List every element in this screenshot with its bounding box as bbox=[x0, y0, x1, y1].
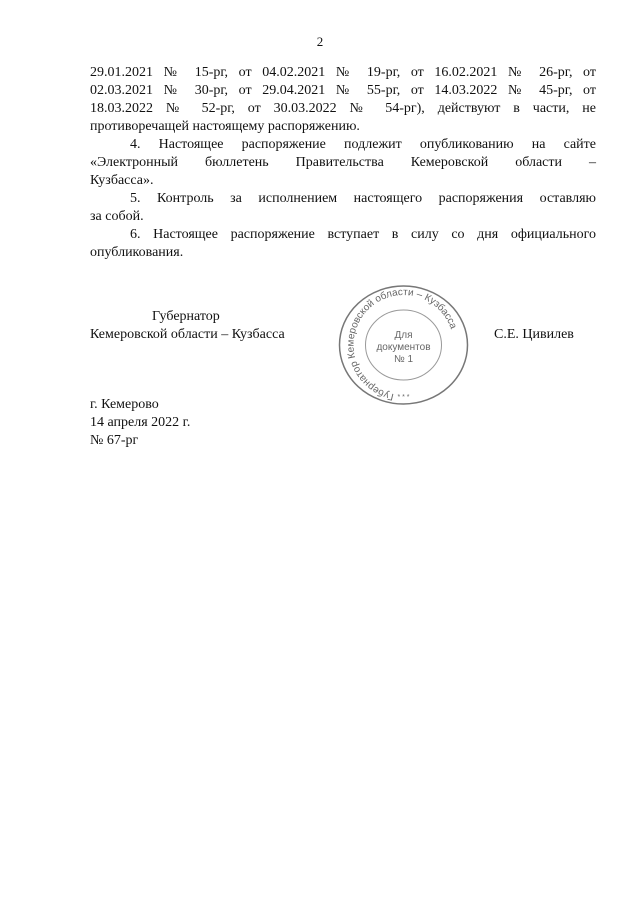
document-number: № 67-рг bbox=[90, 433, 139, 448]
signatory-position-line2: Кемеровской области – Кузбасса bbox=[90, 327, 285, 342]
page-number: 2 bbox=[316, 34, 324, 49]
clause-6-line: опубликования. bbox=[90, 245, 184, 260]
body-line: 18.03.2022 № 52-рг, от 30.03.2022 № 54-рг), действуют в части, не bbox=[90, 101, 596, 116]
signatory-position-line1: Губернатор bbox=[152, 309, 220, 324]
clause-5-line: за собой. bbox=[90, 209, 144, 224]
seal-center-line3: № 1 bbox=[393, 354, 414, 365]
clause-5-line: 5. Контроль за исполнением настоящего распоряжения оставляю bbox=[130, 191, 596, 206]
body-line: 02.03.2021 № 30-рг, от 29.04.2021 № 55-рг, от 14.03.2022 № 45-рг, от bbox=[90, 83, 596, 98]
document-city: г. Кемерово bbox=[90, 397, 159, 412]
signatory-name: С.Е. Цивилев bbox=[494, 327, 574, 342]
seal-ring-text: Губернатор Кемеровской области – Кузбасса bbox=[345, 286, 459, 402]
clause-4-line: Кузбасса». bbox=[90, 173, 154, 188]
document-body bbox=[90, 64, 596, 262]
document-date: 14 апреля 2022 г. bbox=[90, 415, 191, 430]
body-line: 29.01.2021 № 15-рг, от 04.02.2021 № 19-рг, от 16.02.2021 № 26-рг, от bbox=[90, 65, 596, 80]
clause-4-line: 4. Настоящее распоряжение подлежит опубликованию на сайте bbox=[130, 137, 596, 152]
seal-center-line1: Для bbox=[394, 330, 413, 341]
seal-bottom-marks: * * * bbox=[397, 394, 410, 401]
seal-center-line2: документов bbox=[376, 342, 431, 353]
body-line: противоречащей настоящему распоряжению. bbox=[90, 119, 360, 134]
clause-4-line: «Электронный бюллетень Правительства Кемеровской области – bbox=[90, 155, 596, 170]
clause-6-line: 6. Настоящее распоряжение вступает в силу со дня официального bbox=[130, 227, 596, 242]
official-seal bbox=[336, 285, 471, 410]
